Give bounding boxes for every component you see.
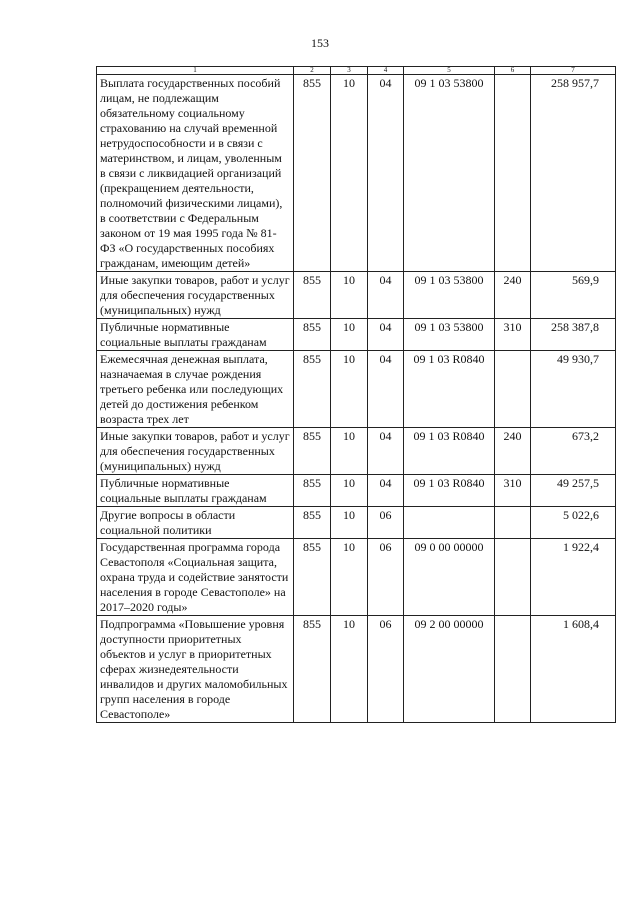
subsection-code-cell: 06 — [368, 507, 404, 539]
page-number: 153 — [311, 36, 329, 50]
ministry-code-cell: 855 — [294, 539, 331, 616]
target-article-cell: 09 1 03 R0840 — [404, 428, 495, 475]
target-article-cell: 09 1 03 53800 — [404, 319, 495, 351]
expense-type-cell: 240 — [495, 428, 531, 475]
section-code-cell: 10 — [331, 351, 368, 428]
table-row — [97, 319, 616, 351]
ministry-code-cell: 855 — [294, 507, 331, 539]
expense-type-cell: 310 — [495, 319, 531, 351]
budget-table — [96, 66, 616, 723]
amount-cell: 258 957,7 — [531, 75, 616, 272]
table-row — [97, 351, 616, 428]
expense-name-cell: Публичные нормативные социальные выплаты гражданам — [97, 319, 294, 351]
table-row — [97, 539, 616, 616]
amount-cell: 1 608,4 — [531, 616, 616, 723]
expense-type-cell — [495, 75, 531, 272]
column-header: 4 — [368, 67, 404, 75]
target-article-cell: 09 1 03 53800 — [404, 272, 495, 319]
subsection-code-cell: 04 — [368, 319, 404, 351]
subsection-code-cell: 06 — [368, 616, 404, 723]
amount-cell: 1 922,4 — [531, 539, 616, 616]
section-code-cell: 10 — [331, 616, 368, 723]
subsection-code-cell: 04 — [368, 272, 404, 319]
ministry-code-cell: 855 — [294, 272, 331, 319]
ministry-code-cell: 855 — [294, 319, 331, 351]
expense-name-cell: Подпрограмма «Повышение уровня доступности приоритетных объектов и услуг в приоритетных сферах жизнедеятельности инвалидов и других маломобильных групп населения в городе Севастополе» — [97, 616, 294, 723]
target-article-cell: 09 1 03 R0840 — [404, 351, 495, 428]
section-code-cell: 10 — [331, 475, 368, 507]
section-code-cell: 10 — [331, 75, 368, 272]
subsection-code-cell: 04 — [368, 428, 404, 475]
column-number-row — [97, 67, 616, 75]
amount-cell: 49 257,5 — [531, 475, 616, 507]
table-row — [97, 507, 616, 539]
section-code-cell: 10 — [331, 507, 368, 539]
expense-name-cell: Другие вопросы в области социальной политики — [97, 507, 294, 539]
table-row — [97, 272, 616, 319]
target-article-cell: 09 1 03 R0840 — [404, 475, 495, 507]
amount-cell: 5 022,6 — [531, 507, 616, 539]
table-row — [97, 475, 616, 507]
expense-name-cell: Публичные нормативные социальные выплаты гражданам — [97, 475, 294, 507]
column-header: 5 — [404, 67, 495, 75]
expense-name-cell: Иные закупки товаров, работ и услуг для обеспечения государственных (муниципальных) нужд — [97, 272, 294, 319]
section-code-cell: 10 — [331, 539, 368, 616]
expense-type-cell: 310 — [495, 475, 531, 507]
ministry-code-cell: 855 — [294, 351, 331, 428]
section-code-cell: 10 — [331, 428, 368, 475]
ministry-code-cell: 855 — [294, 75, 331, 272]
expense-type-cell — [495, 351, 531, 428]
amount-cell: 49 930,7 — [531, 351, 616, 428]
expense-name-cell: Выплата государственных пособий лицам, не подлежащим обязательному социальному страхованию на случай временной нетрудоспособности и в связи с материнством, и лицам, уволенным в связи с ликвидацией организаций (прекращением деятельности, полномочий физическими лицами), в соответствии с Федеральным законом от 19 мая 1995 года № 81-ФЗ «О государственных пособиях гражданам, имеющим детей» — [97, 75, 294, 272]
column-header: 1 — [97, 67, 294, 75]
expense-name-cell: Ежемесячная денежная выплата, назначаемая в случае рождения третьего ребенка или последующих детей до достижения ребенком возраста трех лет — [97, 351, 294, 428]
column-header: 3 — [331, 67, 368, 75]
expense-name-cell: Иные закупки товаров, работ и услуг для обеспечения государственных (муниципальных) нужд — [97, 428, 294, 475]
column-header: 7 — [531, 67, 616, 75]
amount-cell: 569,9 — [531, 272, 616, 319]
expense-type-cell: 240 — [495, 272, 531, 319]
ministry-code-cell: 855 — [294, 428, 331, 475]
expense-type-cell — [495, 616, 531, 723]
subsection-code-cell: 04 — [368, 75, 404, 272]
section-code-cell: 10 — [331, 319, 368, 351]
table-row — [97, 428, 616, 475]
target-article-cell: 09 1 03 53800 — [404, 75, 495, 272]
amount-cell: 673,2 — [531, 428, 616, 475]
ministry-code-cell: 855 — [294, 475, 331, 507]
ministry-code-cell: 855 — [294, 616, 331, 723]
column-header: 2 — [294, 67, 331, 75]
table-row — [97, 616, 616, 723]
target-article-cell — [404, 507, 495, 539]
section-code-cell: 10 — [331, 272, 368, 319]
amount-cell: 258 387,8 — [531, 319, 616, 351]
expense-name-cell: Государственная программа города Севастополя «Социальная защита, охрана труда и содействие занятости населения в городе Севастополе» на 2017–2020 годы» — [97, 539, 294, 616]
subsection-code-cell: 04 — [368, 475, 404, 507]
table-row — [97, 75, 616, 272]
target-article-cell: 09 0 00 00000 — [404, 539, 495, 616]
target-article-cell: 09 2 00 00000 — [404, 616, 495, 723]
expense-type-cell — [495, 507, 531, 539]
subsection-code-cell: 04 — [368, 351, 404, 428]
subsection-code-cell: 06 — [368, 539, 404, 616]
expense-type-cell — [495, 539, 531, 616]
column-header: 6 — [495, 67, 531, 75]
